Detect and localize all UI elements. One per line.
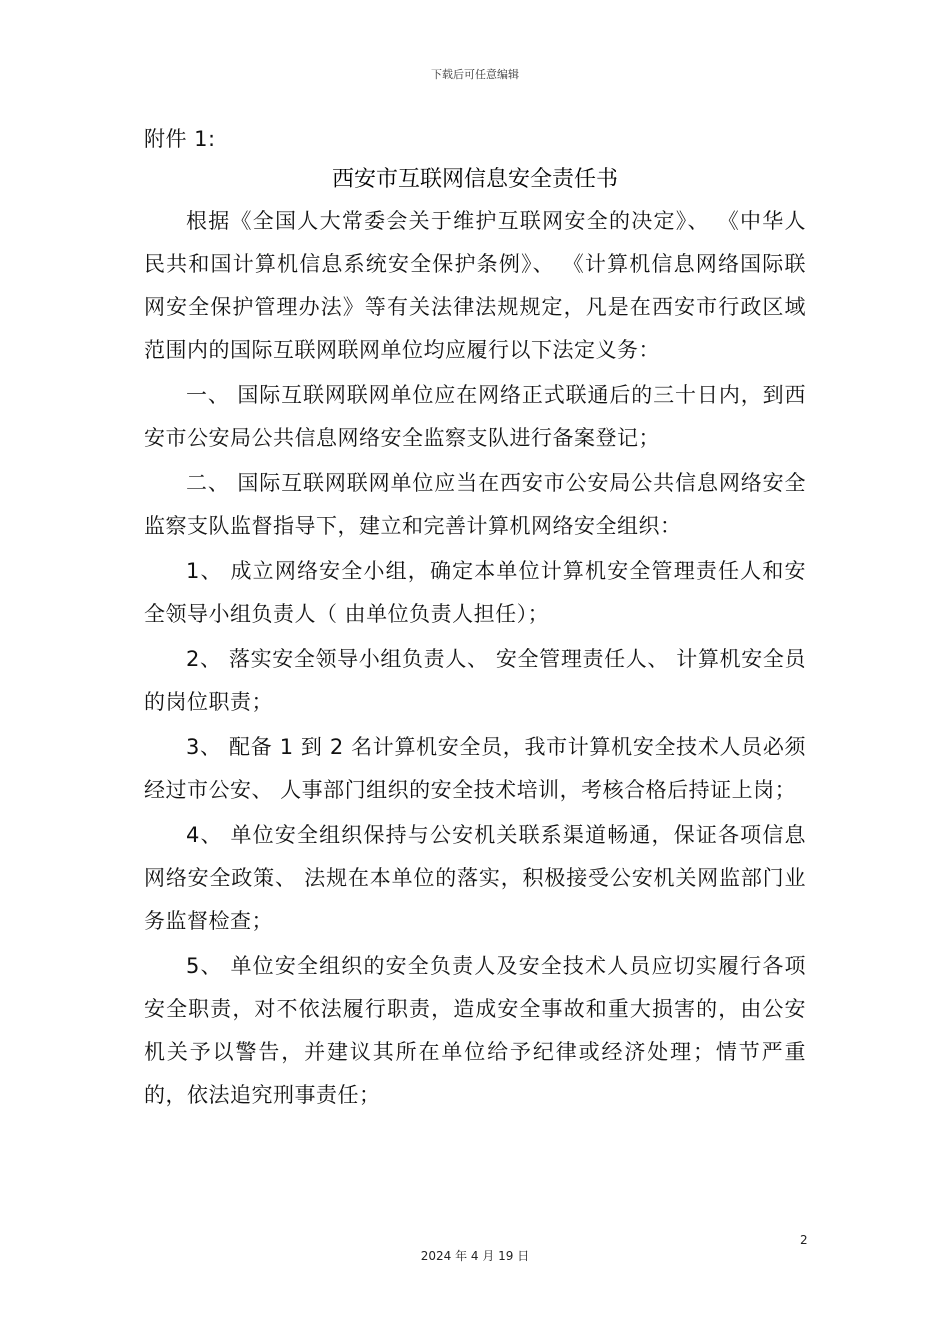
paragraph-subitem-1: 1、 成立网络安全小组，确定本单位计算机安全管理责任人和安全领导小组负责人（ 由单位负责人担任）； [144,559,806,626]
paragraph-intro: 根据《全国人大常委会关于维护互联网安全的决定》、 《中华人民共和国计算机信息系统安全保护条例》、 《计算机信息网络国际联网安全保护管理办法》等有关法律法规规定，凡是在西安市行政区域范围内的国际互联网联网单位均应履行以下法定义务： [144,209,806,362]
document-title: 西安市互联网信息安全责任书 [331,167,618,192]
paragraph-subitem-4: 4、 单位安全组织保持与公安机关联系渠道畅通，保证各项信息网络安全政策、 法规在本单位的落实，积极接受公安机关网监部门业务监督检查； [144,823,806,933]
paragraph-subitem-3: 3、 配备 1 到 2 名计算机安全员，我市计算机安全技术人员必须经过市公安、 人事部门组织的安全技术培训，考核合格后持证上岗； [144,735,806,802]
paragraph-subitem-5: 5、 单位安全组织的安全负责人及安全技术人员应切实履行各项安全职责，对不依法履行职责，造成安全事故和重大损害的，由公安机关予以警告，并建议其所在单位给予纪律或经济处理；情节严重的，依法追究刑事责任； [144,954,806,1107]
paragraph-subitem-2: 2、 落实安全领导小组负责人、 安全管理责任人、 计算机安全员的岗位职责； [144,647,806,714]
attachment-label: 附件 1: [144,127,216,151]
paragraph-item-2: 二、 国际互联网联网单位应当在西安市公安局公共信息网络安全监察支队监督指导下，建立和完善计算机网络安全组织： [144,471,806,538]
paragraph-item-1: 一、 国际互联网联网单位应在网络正式联通后的三十日内，到西安市公安局公共信息网络安全监察支队进行备案登记； [144,383,806,450]
footer-date: 2024 年 4 月 19 日 [420,1249,530,1263]
document-body [144,200,806,1117]
header-note: 下载后可任意编辑 [431,68,519,81]
page-number: 2 [800,1233,808,1247]
